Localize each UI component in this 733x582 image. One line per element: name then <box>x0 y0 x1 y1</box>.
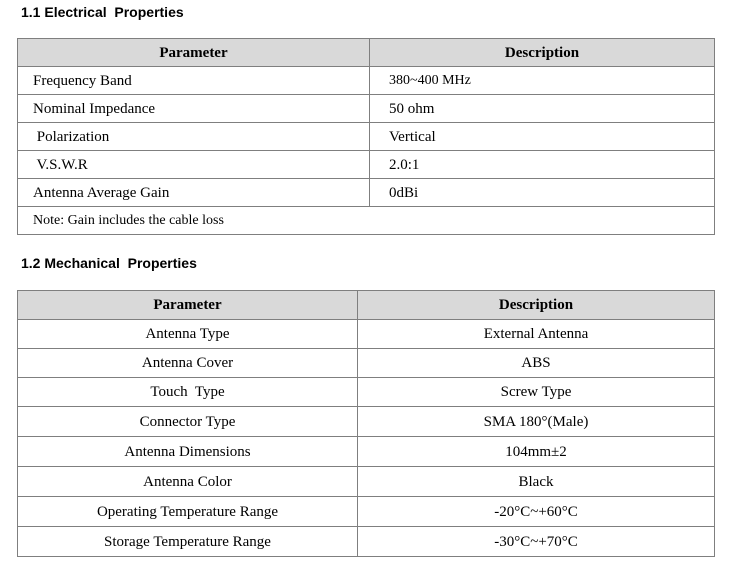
table-row <box>18 67 715 95</box>
table-row <box>18 467 715 497</box>
mechanical-section-title: 1.2 Mechanical Properties <box>21 255 197 271</box>
electrical-properties-table <box>17 38 715 235</box>
description-cell: ABS <box>358 349 715 378</box>
table-row <box>18 123 715 151</box>
table-row <box>18 151 715 179</box>
parameter-cell: Antenna Type <box>18 320 358 349</box>
parameter-cell: Polarization <box>18 123 370 151</box>
table-row <box>18 179 715 207</box>
parameter-cell: Touch Type <box>18 378 358 407</box>
table-row <box>18 407 715 437</box>
description-cell: -30°C~+70°C <box>358 527 715 557</box>
description-cell: 104mm±2 <box>358 437 715 467</box>
parameter-cell: Antenna Average Gain <box>18 179 370 207</box>
table-row <box>18 320 715 349</box>
description-cell: 380~400 MHz <box>370 67 715 95</box>
description-cell: External Antenna <box>358 320 715 349</box>
parameter-cell: Antenna Cover <box>18 349 358 378</box>
description-cell: Black <box>358 467 715 497</box>
mechanical-properties-table <box>17 290 715 557</box>
table-row <box>18 378 715 407</box>
description-cell: 2.0:1 <box>370 151 715 179</box>
table-row <box>18 349 715 378</box>
parameter-cell: V.S.W.R <box>18 151 370 179</box>
parameter-cell: Nominal Impedance <box>18 95 370 123</box>
description-cell: Screw Type <box>358 378 715 407</box>
description-cell: SMA 180°(Male) <box>358 407 715 437</box>
description-cell: -20°C~+60°C <box>358 497 715 527</box>
column-header-parameter: Parameter <box>18 291 358 320</box>
table-header-row <box>18 39 715 67</box>
parameter-cell: Operating Temperature Range <box>18 497 358 527</box>
column-header-description: Description <box>370 39 715 67</box>
note-row <box>18 207 715 235</box>
table-row <box>18 497 715 527</box>
note-cell: Note: Gain includes the cable loss <box>18 207 715 235</box>
description-cell: 0dBi <box>370 179 715 207</box>
table-row <box>18 437 715 467</box>
parameter-cell: Storage Temperature Range <box>18 527 358 557</box>
parameter-cell: Connector Type <box>18 407 358 437</box>
column-header-description: Description <box>358 291 715 320</box>
table-row <box>18 95 715 123</box>
table-header-row <box>18 291 715 320</box>
column-header-parameter: Parameter <box>18 39 370 67</box>
table-row <box>18 527 715 557</box>
description-cell: 50 ohm <box>370 95 715 123</box>
description-cell: Vertical <box>370 123 715 151</box>
parameter-cell: Frequency Band <box>18 67 370 95</box>
electrical-section-title: 1.1 Electrical Properties <box>21 4 184 20</box>
parameter-cell: Antenna Color <box>18 467 358 497</box>
parameter-cell: Antenna Dimensions <box>18 437 358 467</box>
